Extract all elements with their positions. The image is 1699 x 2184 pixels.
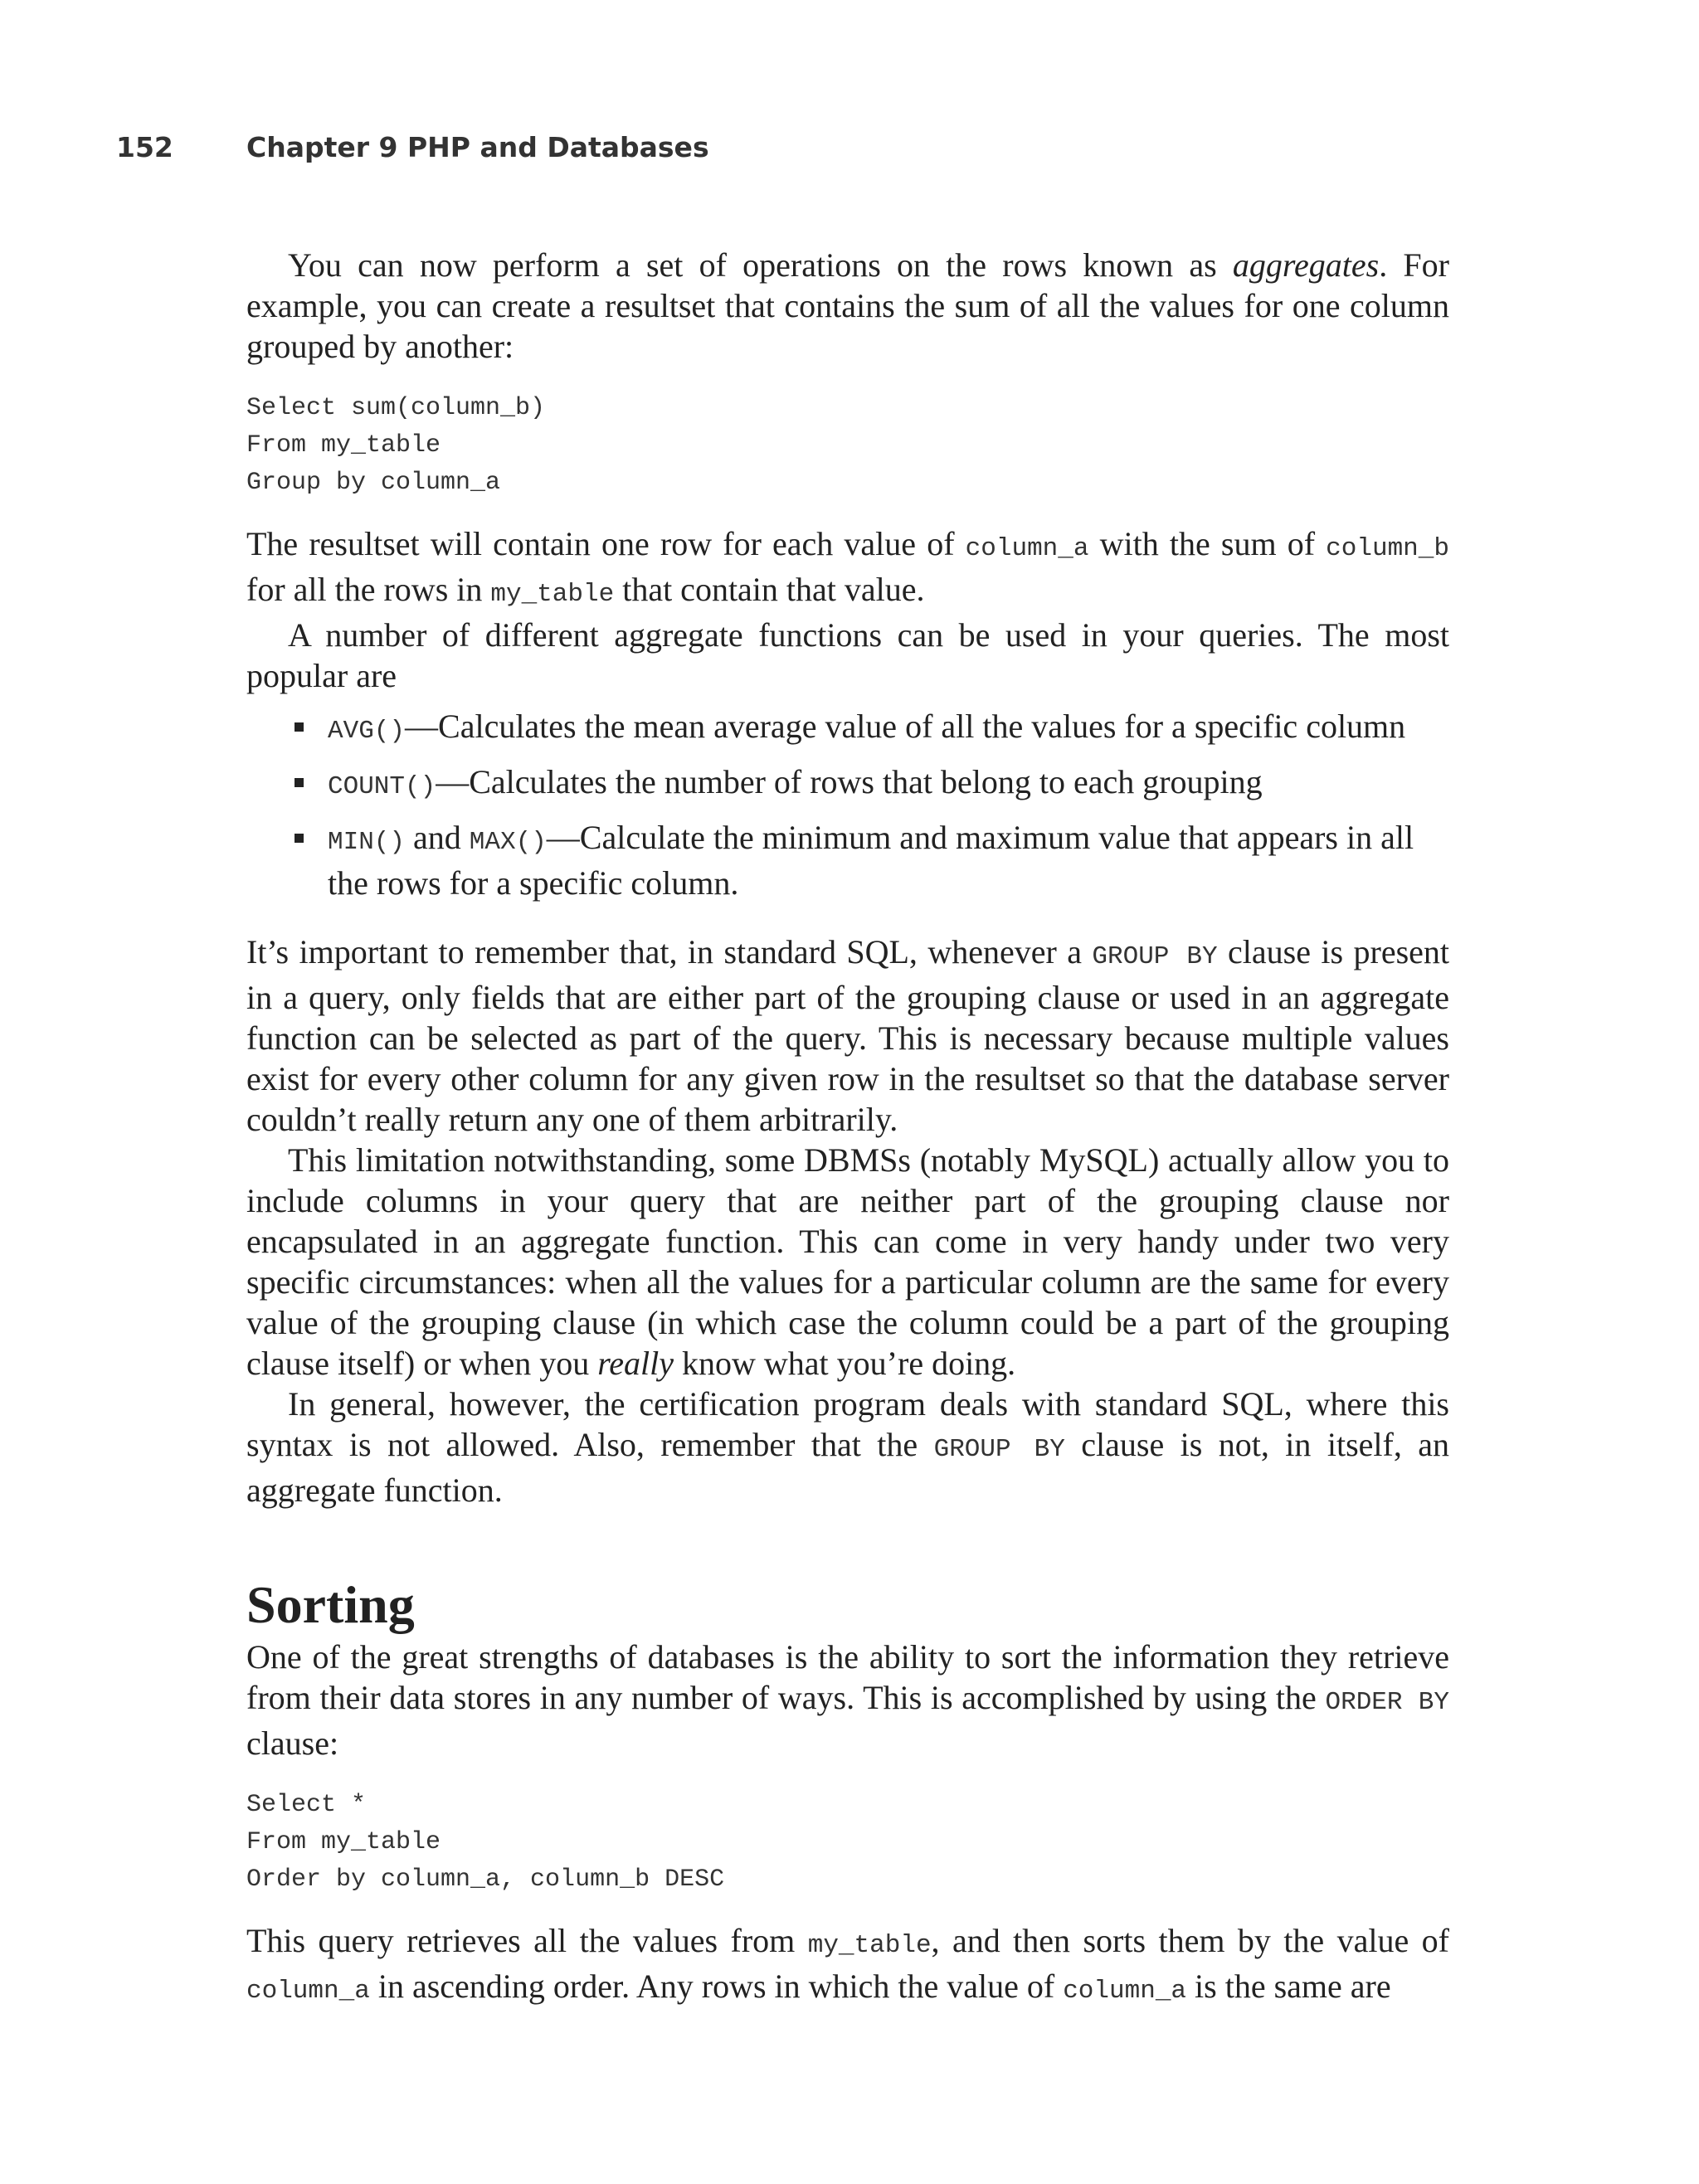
inline-code: my_table [807, 1931, 932, 1960]
paragraph-sorting-explanation [246, 1920, 1449, 2011]
list-item-text: —Calculates the number of rows that belong to each grouping [436, 763, 1263, 800]
inline-code: COUNT() [328, 772, 436, 801]
text-run: It’s important to remember that, in standard SQL, whenever a [246, 933, 1093, 970]
text-run: This limitation notwithstanding, some DBMSs (notably MySQL) actually allow you to include columns in your query that are neither part of the grouping clause nor encapsulated in an aggregate function. This can come in very handy under two very specific circumstances: when all the values for a particular column are the same for every value of the grouping clause (in which case the column could be a part of the grouping clause itself) or when you [246, 1141, 1449, 1382]
text-run: that contain that value. [614, 571, 925, 608]
text-run: , and then sorts them by the value of [931, 1922, 1449, 1959]
inline-code: ORDER BY [1325, 1688, 1449, 1717]
code-line: Select * [246, 1791, 367, 1819]
paragraph-resultset [246, 523, 1449, 615]
paragraph-sorting-intro [246, 1637, 1449, 1763]
inline-code: my_table [490, 580, 615, 609]
text-run: This query retrieves all the values from [246, 1922, 808, 1959]
text-run: is the same are [1186, 1968, 1391, 2005]
text-run: One of the great strengths of databases is the ability to sort the information they retrieve from their data stores in any number of ways. This is accomplished by using the [246, 1638, 1449, 1716]
code-line: From my_table [246, 431, 441, 460]
text-run: . For example, you can create a resultset that contains the sum of all the values for one column grouped by another: [246, 246, 1449, 365]
text-run: know what you’re doing. [674, 1345, 1016, 1382]
inline-code: GROUP BY [1092, 942, 1218, 971]
text-run: clause: [246, 1724, 339, 1762]
code-line: Select sum(column_b) [246, 394, 546, 422]
text-run: with the sum of [1088, 525, 1327, 562]
text-run: in ascending order. Any rows in which the value of [369, 1968, 1064, 2005]
text-run: and [405, 819, 470, 856]
list-item [328, 761, 1449, 807]
paragraph-aggregates-intro [246, 245, 1449, 367]
page-body [246, 245, 1449, 2011]
bullet-icon [295, 778, 304, 787]
code-line: Group by column_a [246, 469, 501, 497]
emphasis-really: really [597, 1345, 674, 1382]
paragraph-mysql-exception [246, 1140, 1449, 1384]
code-block-order-by [246, 1787, 1449, 1899]
inline-code: AVG() [328, 717, 406, 746]
text-run: for all the rows in [246, 571, 491, 608]
text-run: clause is present in a query, only fields that are either part of the grouping clause or used in an aggregate function can be selected as part of the query. This is necessary because multiple values exist for every other column for any given row in the resultset so that the database server couldn’t really return any one of them arbitrarily. [246, 933, 1450, 1138]
running-header [0, 131, 1699, 173]
bullet-icon [295, 722, 304, 732]
inline-code: MAX() [469, 828, 547, 857]
text-run: The resultset will contain one row for each value of [246, 525, 966, 562]
inline-code: column_b [1326, 534, 1449, 563]
inline-code: GROUP BY [933, 1435, 1065, 1464]
list-item-text: —Calculate the minimum and maximum value that appears in all the rows for a specific column. [328, 819, 1414, 902]
bullet-icon [295, 834, 304, 843]
page-number: 152 [116, 131, 173, 163]
inline-code: column_a [965, 534, 1089, 563]
list-item-text: —Calculates the mean average value of all the values for a specific column [405, 708, 1406, 745]
text-run: You can now perform a set of operations on the rows known as [288, 246, 1233, 284]
list-item [328, 817, 1449, 903]
inline-code: column_a [1063, 1977, 1187, 2006]
list-item [328, 706, 1449, 752]
text-run: clause is not, in itself, an aggregate function. [246, 1426, 1449, 1509]
inline-code: column_a [246, 1977, 370, 2006]
code-block-group-by [246, 390, 1449, 502]
code-line: Order by column_a, column_b DESC [246, 1865, 725, 1894]
chapter-title: Chapter 9 PHP and Databases [246, 131, 709, 163]
emphasis-aggregates: aggregates [1232, 246, 1380, 284]
text-run: In general, however, the certification program deals with standard SQL, where this syntax is not allowed. Also, remember that the [246, 1385, 1449, 1463]
paragraph-certification-note [246, 1384, 1449, 1510]
inline-code: MIN() [328, 828, 406, 857]
aggregate-function-list [246, 706, 1449, 903]
section-heading: Sorting [246, 1575, 415, 1634]
paragraph-aggregate-functions: A number of different aggregate functions can be used in your queries. The most popular are [246, 616, 1449, 694]
paragraph-group-by-rule [246, 931, 1449, 1140]
code-line: From my_table [246, 1828, 441, 1856]
